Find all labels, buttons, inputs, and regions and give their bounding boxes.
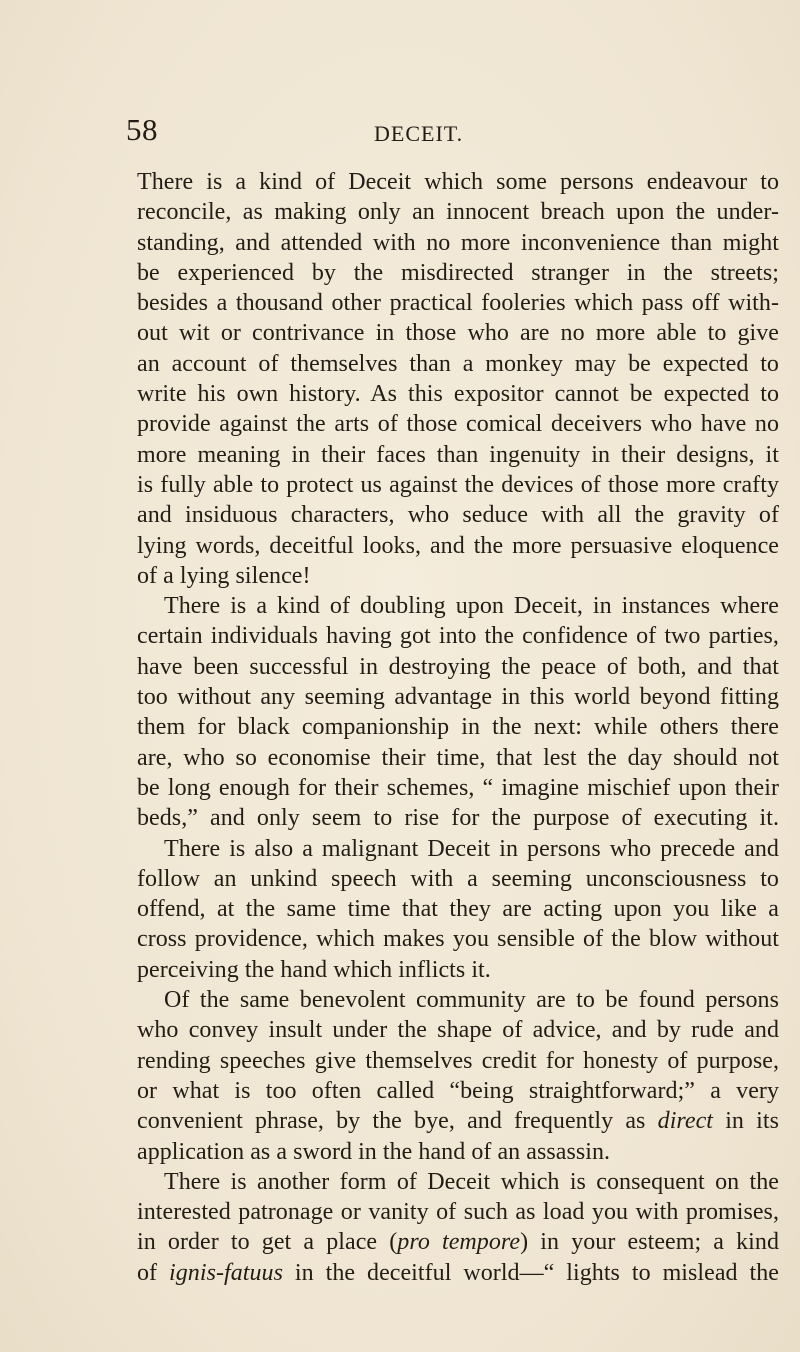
text-line: and insiduous characters, who seduce with all the gravity of <box>137 502 779 529</box>
text-line: them for black companionship in the next: while others there <box>137 714 779 741</box>
text-line: are, who so economise their time, that lest the day should not <box>137 744 779 771</box>
text-line: Of the same benevolent community are to be found persons <box>164 987 779 1014</box>
text-line: There is another form of Deceit which is consequent on the <box>164 1168 779 1195</box>
text-line: of ignis-fatuus in the deceitful world—“ lights to mislead the <box>137 1259 779 1286</box>
text-line: cross providence, which makes you sensible of the blow without <box>137 926 779 953</box>
text-line: too without any seeming advantage in this world beyond fitting <box>137 684 779 711</box>
text-line: write his own history. As this expositor cannot be expected to <box>137 381 779 408</box>
text-line: There is a kind of doubling upon Deceit, in instances where <box>164 593 779 620</box>
text-line: of a lying silence! <box>137 562 311 589</box>
text-line: out wit or contrivance in those who are no more able to give <box>137 320 779 347</box>
text-line: standing, and attended with no more inconvenience than might <box>137 229 779 256</box>
text-line: or what is too often called “being straightforward;” a very <box>137 1077 779 1104</box>
text-line: have been successful in destroying the peace of both, and that <box>137 653 779 680</box>
text-line: be experienced by the misdirected stranger in the streets; <box>137 259 779 286</box>
text-line: who convey insult under the shape of advice, and by rude and <box>137 1017 779 1044</box>
body-text <box>137 167 779 1288</box>
text-line: rending speeches give themselves credit for honesty of purpose, <box>137 1047 779 1074</box>
text-line: interested patronage or vanity of such as load you with promises, <box>137 1199 779 1226</box>
text-line: provide against the arts of those comical deceivers who have no <box>137 411 779 438</box>
text-line: certain individuals having got into the confidence of two parties, <box>137 623 779 650</box>
text-line: follow an unkind speech with a seeming unconsciousness to <box>137 865 779 892</box>
text-line: in order to get a place (pro tempore) in your esteem; a kind <box>137 1229 779 1256</box>
text-line: application as a sword in the hand of an assassin. <box>137 1138 611 1165</box>
text-line: perceiving the hand which inflicts it. <box>137 956 491 983</box>
text-line: more meaning in their faces than ingenuity in their designs, it <box>137 441 779 468</box>
text-line: is fully able to protect us against the devices of those more crafty <box>137 471 779 498</box>
page-number: 58 <box>126 112 158 147</box>
text-line: besides a thousand other practical fooleries which pass off with- <box>137 290 779 317</box>
text-line: be long enough for their schemes, “ imagine mischief upon their <box>137 774 779 801</box>
text-line: There is a kind of Deceit which some persons endeavour to <box>137 169 779 195</box>
text-line: beds,” and only seem to rise for the purpose of executing it. <box>137 805 779 832</box>
text-line: offend, at the same time that they are acting upon you like a <box>137 896 779 923</box>
text-line: an account of themselves than a monkey may be expected to <box>137 350 779 377</box>
running-head: DECEIT. <box>374 121 464 146</box>
text-line: There is also a malignant Deceit in persons who precede and <box>164 835 779 862</box>
text-line: convenient phrase, by the bye, and frequently as direct in its <box>137 1108 779 1135</box>
text-line: lying words, deceitful looks, and the more persuasive eloquence <box>137 532 779 559</box>
text-line: reconcile, as making only an innocent breach upon the under- <box>137 199 779 226</box>
page-header <box>0 112 800 152</box>
